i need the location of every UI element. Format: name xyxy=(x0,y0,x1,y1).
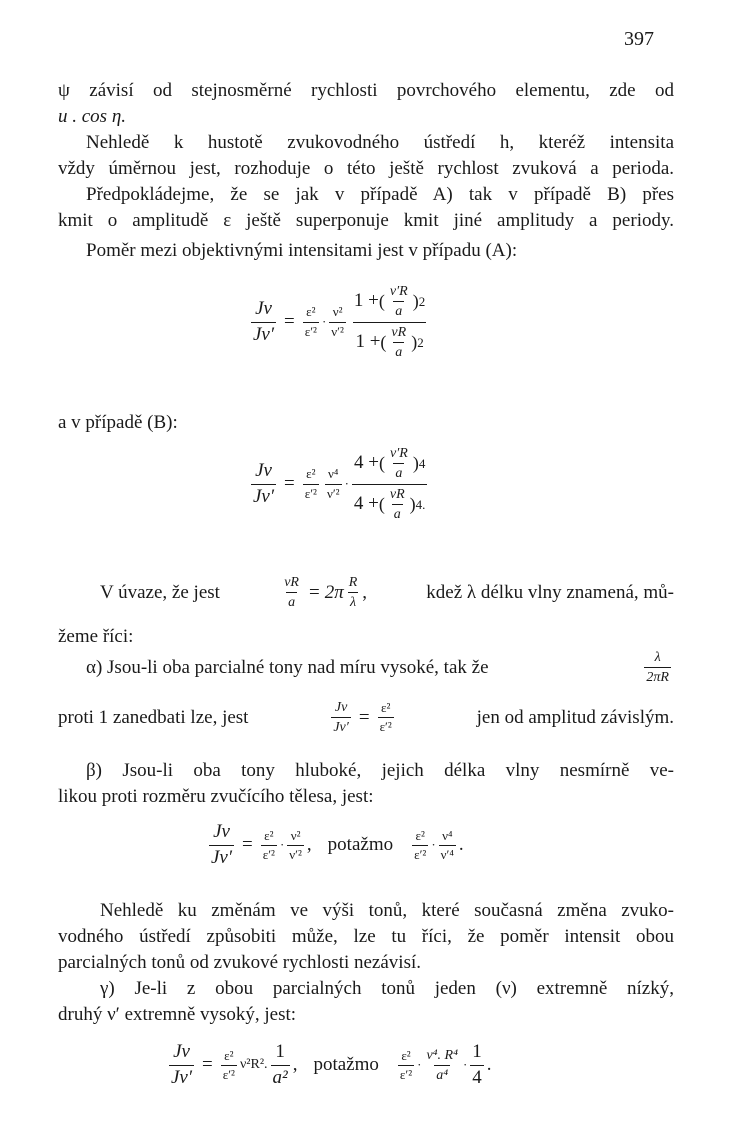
paragraph-9-line-2: vodného ústředí způsobiti může, lze tu říci, že poměr intensit obou xyxy=(58,926,674,947)
paragraph-2-line-2: vždy úměrnou jest, rozhoduje o této ještě rychlost zvuková a perioda. xyxy=(58,158,674,179)
bracket-fraction: 1 + ( $\frac{\nu'R}{a}$ ) 2 1 + ( $\frac{\nu R}{a}$ ) 2 xyxy=(353,284,426,361)
page-number: 397 xyxy=(624,28,654,50)
equation-case-beta: $\frac{J\nu}{J\nu'}$ = $\frac{\text{ε²}}{\text{ε′²}}$ · $\frac{\text{ν²}}{\text{ν′²}}$ , potažmo $\frac{\text{ε²}}{\text{ε′²}}$ · $\frac{\text{ν⁴}}{\text{ν′⁴}}$ . xyxy=(211,821,464,868)
paragraph-10-line-1: γ) Je-li z obou parcialných tonů jeden (ν) extremně nízký, xyxy=(100,978,674,999)
paragraph-9-line-1: Nehledě ku změnám ve výši tonů, které současná změna zvuko- xyxy=(100,900,674,921)
paragraph-4-line-1: Poměr mezi objektivnými intensitami jest v případu (A): xyxy=(86,240,518,261)
paragraph-6-line-2: žeme říci: xyxy=(58,626,134,647)
paragraph-1-line-2: u . cos η. xyxy=(58,106,127,127)
paragraph-8-line-1: β) Jsou-li oba tony hluboké, jejich délka vlny nesmírně ve- xyxy=(86,760,674,781)
equation-case-gamma: $\frac{J\nu}{J\nu'}$ = $\frac{\text{ε²}}{\text{ε′²}}$ ν²R². $\frac{1}{\text{a²}}$ , potažmo $\frac{\text{ε²}}{\text{ε′²}}$ · $\frac{\text{ν⁴. R⁴}}{\text{a⁴}}$ · $\frac{1}{4}$ . xyxy=(171,1041,492,1088)
paragraph-7-line-1: α) Jsou-li oba parcialné tony nad míru vysoké, tak že $\frac{\lambda}{2\pi R}$ xyxy=(86,650,669,686)
intensity-ratio: $\frac{J\nu}{J\nu'}$ xyxy=(253,297,275,345)
paragraph-1-line-1: ψ závisí od stejnosměrné rychlosti povrchového elementu, zde od xyxy=(58,80,674,101)
paragraph-10-line-2: druhý ν′ extremně vysoký, jest: xyxy=(58,1004,297,1025)
paragraph-2-line-1: Nehledě k hustotě zvukovodného ústředí h, kteréž intensita xyxy=(86,132,674,153)
paragraph-3-line-1: Předpokládejme, že se jak v případě A) tak v případě B) přes xyxy=(86,184,674,205)
paragraph-9-line-3: parcialných tonů od zvukové rychlosti nezávisí. xyxy=(58,952,422,973)
paragraph-3-line-2: kmit o amplitudě ε ještě superponuje kmit jiné amplitudy a periody. xyxy=(58,210,674,231)
paragraph-7-line-2: proti 1 zanedbati lze, jest $\frac{J\nu}{J\nu'}$ = $\frac{\text{ε²}}{\text{ε′²}}$ jen od amplitud závislým. xyxy=(58,700,674,736)
paragraph-8-line-2: likou proti rozměru zvučícího tělesa, jest: xyxy=(58,786,374,807)
paragraph-5-line-1: a v případě (B): xyxy=(58,412,178,433)
equation-case-a: $\frac{J\nu}{J\nu'}$ = $\frac{\text{ε²}}{\text{ε′²}}$ · $\frac{\text{ν²}}{\text{ν′²}}$ 1 + ( $\frac{\nu'R}{a}$ ) 2 1 + ( $\frac{\nu R}{a}$ ) 2 xyxy=(253,284,426,361)
equation-case-b: $\frac{J\nu}{J\nu'}$ = $\frac{\text{ε²}}{\text{ε′²}}$ $\frac{\text{ν⁴}}{\text{ν′²}}$ · 4 + ( $\frac{\nu'R}{a}$ ) 4 4 + ( $\frac{\nu R}{a}$ ) 4. xyxy=(253,446,426,523)
paragraph-6-line-1: V úvaze, že jest $\frac{\nu R}{a}$ = 2π $\frac{R}{\lambda}$ , kdež λ délku vlny znamená, mů- xyxy=(100,575,674,611)
